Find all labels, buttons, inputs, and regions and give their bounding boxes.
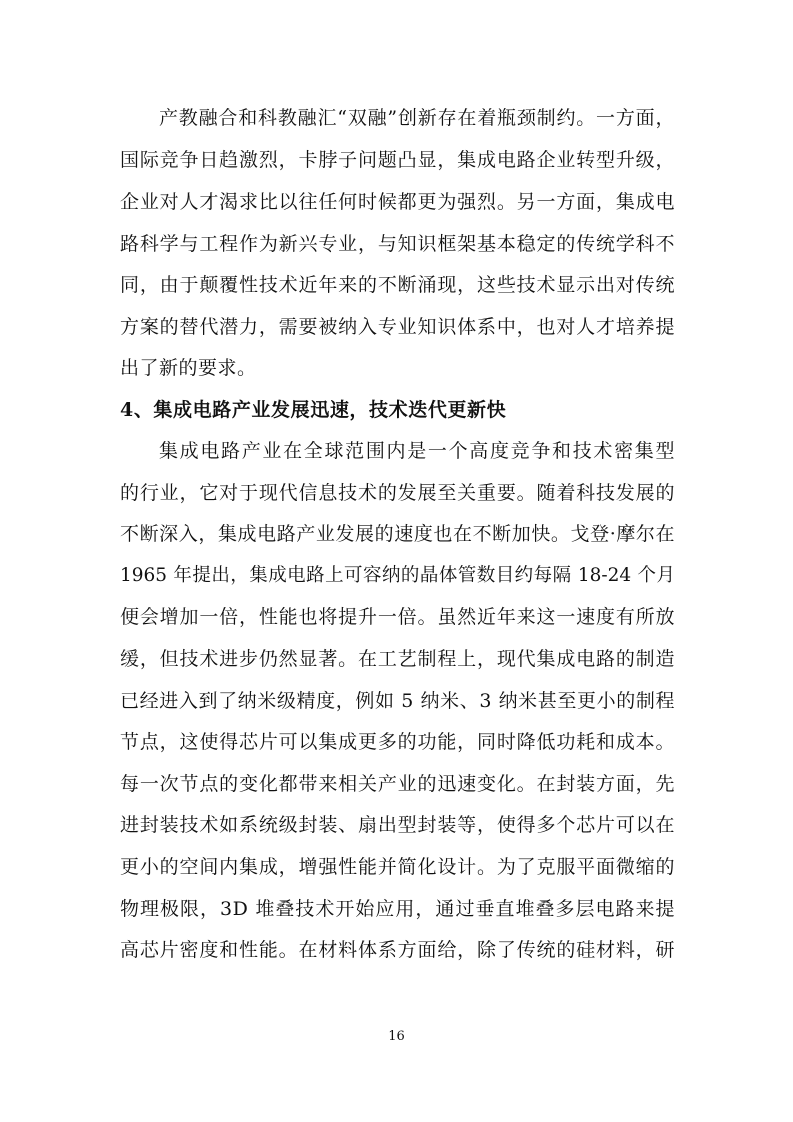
page-number: 16	[388, 1029, 405, 1044]
paragraph-line: 方案的替代潜力，需要被纳入专业知识体系中，也对人才培养提	[120, 316, 675, 338]
paragraph-line: 出了新的要求。	[120, 357, 257, 379]
paragraph-line: 高芯片密度和性能。在材料体系方面给，除了传统的硅材料，研	[120, 939, 675, 961]
paragraph-line: 节点，这使得芯片可以集成更多的功能，同时降低功耗和成本。	[120, 731, 675, 753]
paragraph-line: 物理极限，3D 堆叠技术开始应用，通过垂直堆叠多层电路来提	[120, 898, 675, 920]
paragraph-line: 企业对人才渴求比以往任何时候都更为强烈。另一方面，集成电	[120, 191, 675, 213]
paragraph-line: 1965 年提出，集成电路上可容纳的晶体管数目约每隔 18-24 个月	[120, 565, 675, 586]
paragraph-line: 进封装技术如系统级封装、扇出型封装等，使得多个芯片可以在	[120, 814, 675, 836]
paragraph-line: 便会增加一倍，性能也将提升一倍。虽然近年来这一速度有所放	[120, 606, 675, 628]
paragraph-line: 同，由于颠覆性技术近年来的不断涌现，这些技术显示出对传统	[120, 274, 675, 296]
paragraph-line: 集成电路产业在全球范围内是一个高度竞争和技术密集型	[159, 440, 675, 462]
paragraph-line: 更小的空间内集成，增强性能并简化设计。为了克服平面微缩的	[120, 856, 675, 878]
paragraph-line: 每一次节点的变化都带来相关产业的迅速变化。在封装方面，先	[120, 773, 675, 795]
paragraph-line: 国际竞争日趋激烈，卡脖子问题凸显，集成电路企业转型升级，	[120, 149, 675, 171]
paragraph-line: 不断深入，集成电路产业发展的速度也在不断加快。戈登·摩尔在	[120, 523, 675, 545]
paragraph-line: 产教融合和科教融汇“双融”创新存在着瓶颈制约。一方面，	[159, 107, 675, 129]
paragraph-line: 的行业，它对于现代信息技术的发展至关重要。随着科技发展的	[120, 482, 675, 504]
section-heading: 4、集成电路产业发展迅速，技术迭代更新快	[120, 399, 507, 421]
paragraph-line: 路科学与工程作为新兴专业，与知识框架基本稳定的传统学科不	[120, 233, 675, 255]
paragraph-line: 已经进入到了纳米级精度，例如 5 纳米、3 纳米甚至更小的制程	[120, 690, 675, 712]
paragraph-line: 缓，但技术进步仍然显著。在工艺制程上，现代集成电路的制造	[120, 648, 675, 670]
